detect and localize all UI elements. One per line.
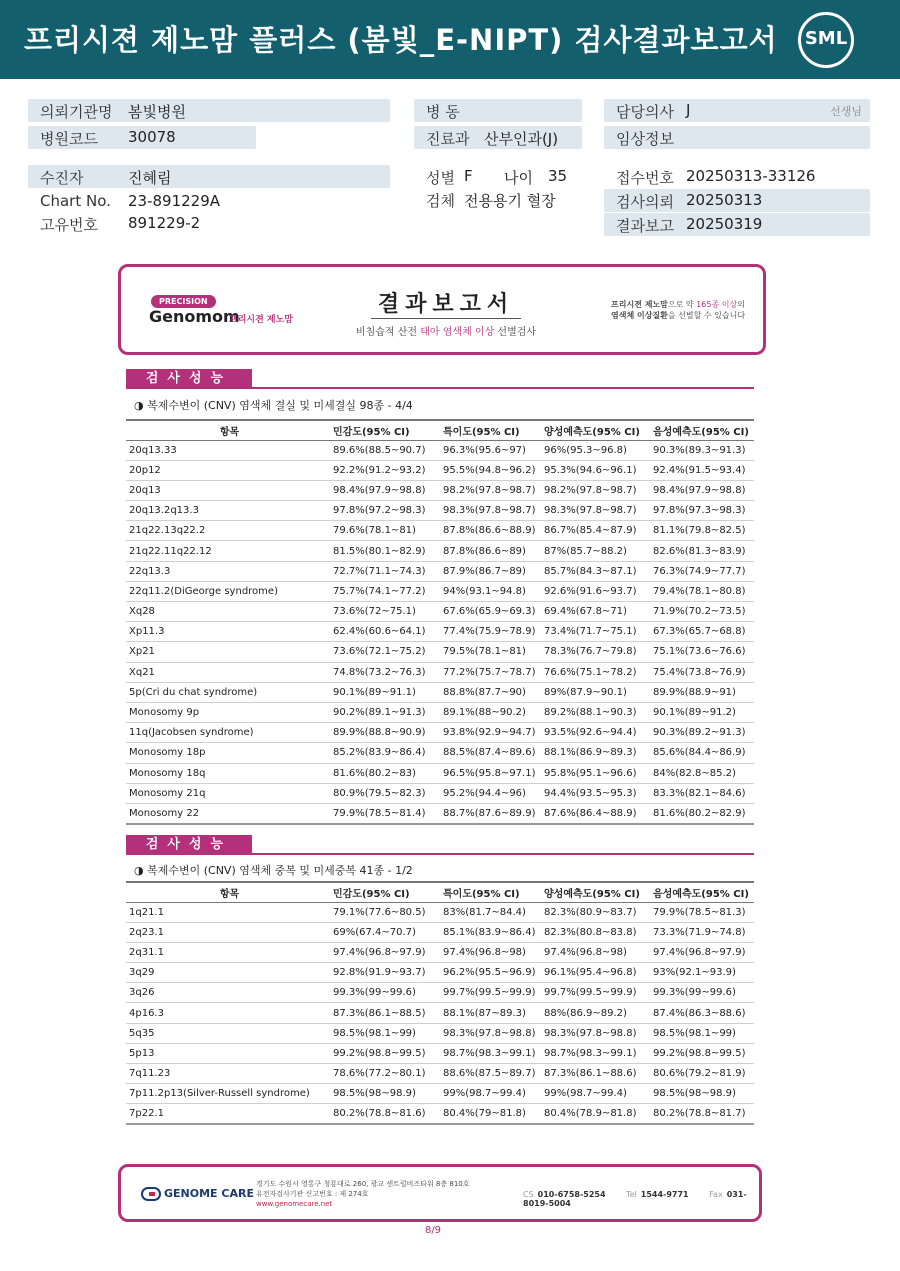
metric-cell: 96.1%(95.4~96.8) <box>541 963 650 983</box>
cs-label: CS <box>523 1190 534 1199</box>
metric-cell: 88.1%(86.9~89.3) <box>541 743 650 763</box>
metric-cell: 80.6%(79.2~81.9) <box>650 1064 754 1084</box>
metric-cell: 98.3%(97.8~98.8) <box>541 1023 650 1043</box>
metric-cell: 81.5%(80.1~82.9) <box>330 541 440 561</box>
metric-cell: 89.6%(88.5~90.7) <box>330 440 440 460</box>
metric-cell: 92.2%(91.2~93.2) <box>330 460 440 480</box>
table-row <box>126 622 754 642</box>
metric-cell: 77.2%(75.7~78.7) <box>440 662 541 682</box>
metric-cell: 81.1%(79.8~82.5) <box>650 521 754 541</box>
metric-cell: 80.2%(78.8~81.7) <box>650 1104 754 1124</box>
metric-cell: 99.7%(99.5~99.9) <box>541 983 650 1003</box>
metric-cell: 89.1%(88~90.2) <box>440 702 541 722</box>
chart-row <box>28 190 390 213</box>
metric-cell: 98.5%(98~98.9) <box>330 1084 440 1104</box>
metric-cell: 80.9%(79.5~82.3) <box>330 783 440 803</box>
page-number: 8/9 <box>424 1225 442 1236</box>
metric-cell: 98.2%(97.8~98.7) <box>541 480 650 500</box>
metric-cell: 83%(81.7~84.4) <box>440 902 541 922</box>
age-label: 나이 <box>504 169 533 187</box>
metric-cell: 97.4%(96.8~98) <box>541 942 650 962</box>
desc-count: 165종 이상 <box>696 300 738 309</box>
doctor-value: J <box>686 101 691 119</box>
report-header <box>0 0 900 79</box>
desc-disease: 염색체 이상질환 <box>611 311 668 320</box>
metric-cell: 89%(87.9~90.1) <box>541 682 650 702</box>
metric-cell: 93%(92.1~93.9) <box>650 963 754 983</box>
table-row <box>126 561 754 581</box>
dept-row <box>414 126 582 149</box>
table-row <box>126 1084 754 1104</box>
metric-cell: 79.9%(78.5~81.4) <box>330 803 440 823</box>
column-header: 특이도(95% CI) <box>440 882 541 902</box>
metric-cell: 90.1%(89~91.1) <box>330 682 440 702</box>
metric-cell: 97.8%(97.3~98.3) <box>650 501 754 521</box>
table-row <box>126 983 754 1003</box>
metric-cell: 98.7%(98.3~99.1) <box>541 1043 650 1063</box>
table-row <box>126 460 754 480</box>
metric-cell: 97.4%(96.8~98) <box>440 942 541 962</box>
metric-cell: 81.6%(80.2~82.9) <box>650 803 754 823</box>
metric-cell: 80.4%(78.9~81.8) <box>541 1104 650 1124</box>
metric-cell: 87.3%(86.1~88.5) <box>330 1003 440 1023</box>
region-cell: 21q22.13q22.2 <box>126 521 330 541</box>
metric-cell: 82.3%(80.8~83.8) <box>541 922 650 942</box>
metric-cell: 72.7%(71.1~74.3) <box>330 561 440 581</box>
region-cell: 2q23.1 <box>126 922 330 942</box>
metric-cell: 88.7%(87.6~89.9) <box>440 803 541 823</box>
metric-cell: 98.5%(98.1~99) <box>650 1023 754 1043</box>
table-header-row <box>126 420 754 440</box>
table-row <box>126 501 754 521</box>
desc-text-1: 으로 약 <box>667 300 694 309</box>
metric-cell: 87.8%(86.6~89) <box>440 541 541 561</box>
desc-brand: 프리시젼 제노맘 <box>611 300 668 309</box>
column-header: 항목 <box>126 882 330 902</box>
registration-line: 유전자검사기관 신고번호 : 제 274호 <box>256 1190 369 1198</box>
deletion-performance-table <box>126 419 754 825</box>
column-header: 민감도(95% CI) <box>330 882 440 902</box>
metric-cell: 96.2%(95.5~96.9) <box>440 963 541 983</box>
institution-label: 의뢰기관명 <box>40 103 113 121</box>
reception-label: 접수번호 <box>616 169 674 187</box>
title-underline <box>371 318 521 319</box>
metric-cell: 97.8%(97.2~98.3) <box>330 501 440 521</box>
metric-cell: 89.9%(88.9~91) <box>650 682 754 702</box>
unique-id-row <box>28 212 390 235</box>
metric-cell: 87.3%(86.1~88.6) <box>541 1064 650 1084</box>
table-row <box>126 1003 754 1023</box>
metric-cell: 99%(98.7~99.4) <box>541 1084 650 1104</box>
section1-rule <box>126 387 754 389</box>
metric-cell: 99.2%(98.8~99.5) <box>650 1043 754 1063</box>
metric-cell: 83.3%(82.1~84.6) <box>650 783 754 803</box>
region-cell: 20q13.2q13.3 <box>126 501 330 521</box>
table-row <box>126 682 754 702</box>
region-cell: 21q22.11q22.12 <box>126 541 330 561</box>
genome-care-mark-icon <box>141 1187 161 1201</box>
sml-logo <box>798 12 854 68</box>
unique-id-label: 고유번호 <box>40 216 98 234</box>
metric-cell: 87.6%(86.4~88.9) <box>541 803 650 823</box>
metric-cell: 76.6%(75.1~78.2) <box>541 662 650 682</box>
doctor-suffix: 선생님 <box>830 105 862 118</box>
metric-cell: 67.3%(65.7~68.8) <box>650 622 754 642</box>
region-cell: Monosomy 18q <box>126 763 330 783</box>
region-cell: 5p13 <box>126 1043 330 1063</box>
metric-cell: 74.8%(73.2~76.3) <box>330 662 440 682</box>
duplication-performance-table <box>126 881 754 1125</box>
section2-rule <box>126 853 754 855</box>
metric-cell: 79.4%(78.1~80.8) <box>650 581 754 601</box>
region-cell: Monosomy 9p <box>126 702 330 722</box>
metric-cell: 73.6%(72.1~75.2) <box>330 642 440 662</box>
dept-label: 진료과 <box>426 130 470 148</box>
company-name: GENOME CARE <box>164 1187 254 1200</box>
metric-cell: 73.4%(71.7~75.1) <box>541 622 650 642</box>
metric-cell: 85.2%(83.9~86.4) <box>330 743 440 763</box>
report-title: 프리시젼 제노맘 플러스 (봄빛_E-NIPT) 검사결과보고서 <box>24 23 778 57</box>
table-row <box>126 480 754 500</box>
region-cell: Xp21 <box>126 642 330 662</box>
metric-cell: 98.5%(98~98.9) <box>650 1084 754 1104</box>
region-cell: Monosomy 22 <box>126 803 330 823</box>
metric-cell: 81.6%(80.2~83) <box>330 763 440 783</box>
region-cell: 3q29 <box>126 963 330 983</box>
website-link[interactable]: www.genomecare.net <box>256 1200 333 1208</box>
region-cell: 22q11.2(DiGeorge syndrome) <box>126 581 330 601</box>
metric-cell: 67.6%(65.9~69.3) <box>440 602 541 622</box>
table-row <box>126 942 754 962</box>
metric-cell: 87.9%(86.7~89) <box>440 561 541 581</box>
table-row <box>126 902 754 922</box>
metric-cell: 98.4%(97.9~98.8) <box>650 480 754 500</box>
table-row <box>126 723 754 743</box>
metric-cell: 99.3%(99~99.6) <box>650 983 754 1003</box>
result-report-subtitle <box>331 323 561 338</box>
metric-cell: 73.6%(72~75.1) <box>330 602 440 622</box>
metric-cell: 99.7%(99.5~99.9) <box>440 983 541 1003</box>
metric-cell: 96.5%(95.8~97.1) <box>440 763 541 783</box>
region-cell: 20q13 <box>126 480 330 500</box>
request-label: 검사의뢰 <box>616 193 674 211</box>
metric-cell: 69.4%(67.8~71) <box>541 602 650 622</box>
metric-cell: 82.6%(81.3~83.9) <box>650 541 754 561</box>
specimen-label: 검체 <box>426 192 455 210</box>
hospital-code-label: 병원코드 <box>40 130 98 148</box>
region-cell: 11q(Jacobsen syndrome) <box>126 723 330 743</box>
metric-cell: 88.1%(87~89.3) <box>440 1003 541 1023</box>
clinical-label: 임상정보 <box>616 130 674 148</box>
table-row <box>126 662 754 682</box>
doctor-label: 담당의사 <box>616 103 674 121</box>
region-cell: 7p11.2p13(Silver-Russell syndrome) <box>126 1084 330 1104</box>
column-header: 특이도(95% CI) <box>440 420 541 440</box>
metric-cell: 98.3%(97.8~98.8) <box>440 1023 541 1043</box>
table-row <box>126 521 754 541</box>
patient-row <box>28 165 390 188</box>
metric-cell: 88.5%(87.4~89.6) <box>440 743 541 763</box>
metric-cell: 84%(82.8~85.2) <box>650 763 754 783</box>
metric-cell: 69%(67.4~70.7) <box>330 922 440 942</box>
metric-cell: 94%(93.1~94.8) <box>440 581 541 601</box>
metric-cell: 98.4%(97.9~98.8) <box>330 480 440 500</box>
sex-label: 성별 <box>426 169 455 187</box>
metric-cell: 73.3%(71.9~74.8) <box>650 922 754 942</box>
sex-age-row <box>414 165 582 188</box>
cs-value: 010-6758-5254 <box>537 1190 606 1199</box>
metric-cell: 98.7%(98.3~99.1) <box>440 1043 541 1063</box>
table-row <box>126 1064 754 1084</box>
metric-cell: 90.3%(89.3~91.3) <box>650 440 754 460</box>
table-row <box>126 602 754 622</box>
table-row <box>126 1104 754 1124</box>
metric-cell: 93.8%(92.9~94.7) <box>440 723 541 743</box>
metric-cell: 95.5%(94.8~96.2) <box>440 460 541 480</box>
request-row <box>604 189 870 212</box>
metric-cell: 96.3%(95.6~97) <box>440 440 541 460</box>
genomom-banner <box>118 264 766 355</box>
region-cell: 2q31.1 <box>126 942 330 962</box>
chart-label: Chart No. <box>40 192 111 210</box>
report-date-row <box>604 213 870 236</box>
reception-value: 20250313-33126 <box>686 167 816 185</box>
desc-text-2: 의 <box>737 300 745 309</box>
clinical-row <box>604 126 870 149</box>
metric-cell: 94.4%(93.5~95.3) <box>541 783 650 803</box>
metric-cell: 87.4%(86.3~88.6) <box>650 1003 754 1023</box>
genome-care-logo <box>141 1187 254 1201</box>
metric-cell: 79.9%(78.5~81.3) <box>650 902 754 922</box>
region-cell: 5q35 <box>126 1023 330 1043</box>
tel-label: Tel <box>626 1190 637 1199</box>
precision-tag: PRECISION <box>151 295 216 308</box>
metric-cell: 99.3%(99~99.6) <box>330 983 440 1003</box>
metric-cell: 98.5%(98.1~99) <box>330 1023 440 1043</box>
specimen-row <box>414 188 582 211</box>
section1-description: ◑ 복제수변이 (CNV) 염색체 결실 및 미세결실 98종 - 4/4 <box>134 399 413 412</box>
reception-row <box>604 165 870 188</box>
metric-cell: 93.5%(92.6~94.4) <box>541 723 650 743</box>
section2-tab: 검사성능 <box>126 835 252 854</box>
column-header: 음성예측도(95% CI) <box>650 420 754 440</box>
desc-text-3: 을 선별할 수 있습니다 <box>667 311 746 320</box>
subtitle-post: 선별검사 <box>497 327 537 338</box>
metric-cell: 95.3%(94.6~96.1) <box>541 460 650 480</box>
footer-contacts <box>523 1190 759 1208</box>
metric-cell: 90.2%(89.1~91.3) <box>330 702 440 722</box>
table-row <box>126 743 754 763</box>
specimen-value: 전용용기 혈장 <box>464 192 556 210</box>
patient-value: 진혜림 <box>128 169 172 187</box>
subtitle-highlight: 태아 염색체 이상 <box>420 327 495 338</box>
metric-cell: 79.1%(77.6~80.5) <box>330 902 440 922</box>
metric-cell: 85.1%(83.9~86.4) <box>440 922 541 942</box>
metric-cell: 85.6%(84.4~86.9) <box>650 743 754 763</box>
region-cell: Xq28 <box>126 602 330 622</box>
footer-address <box>256 1179 470 1209</box>
metric-cell: 92.6%(91.6~93.7) <box>541 581 650 601</box>
table-row <box>126 783 754 803</box>
metric-cell: 98.3%(97.8~98.7) <box>440 501 541 521</box>
region-cell: 7q11.23 <box>126 1064 330 1084</box>
column-header: 민감도(95% CI) <box>330 420 440 440</box>
table-row <box>126 642 754 662</box>
metric-cell: 86.7%(85.4~87.9) <box>541 521 650 541</box>
section2-description: ◑ 복제수변이 (CNV) 염색체 중복 및 미세중복 41종 - 1/2 <box>134 864 413 877</box>
metric-cell: 79.6%(78.1~81) <box>330 521 440 541</box>
report-date-label: 결과보고 <box>616 217 674 235</box>
unique-id-value: 891229-2 <box>128 214 201 232</box>
region-cell: Monosomy 21q <box>126 783 330 803</box>
metric-cell: 89.9%(88.8~90.9) <box>330 723 440 743</box>
metric-cell: 89.2%(88.1~90.3) <box>541 702 650 722</box>
patient-label: 수진자 <box>40 169 84 187</box>
table-row <box>126 1043 754 1063</box>
region-cell: 1q21.1 <box>126 902 330 922</box>
metric-cell: 71.9%(70.2~73.5) <box>650 602 754 622</box>
hospital-code-value: 30078 <box>128 128 176 146</box>
table-header-row <box>126 882 754 902</box>
genomom-logo-sub: 프리시젼 제노맘 <box>229 315 293 325</box>
fax-label: Fax <box>709 1190 723 1199</box>
metric-cell: 82.3%(80.9~83.7) <box>541 902 650 922</box>
region-cell: 4p16.3 <box>126 1003 330 1023</box>
region-cell: Monosomy 18p <box>126 743 330 763</box>
institution-row <box>28 99 390 122</box>
metric-cell: 97.4%(96.8~97.9) <box>330 942 440 962</box>
report-date-value: 20250319 <box>686 215 763 233</box>
tel-value: 1544-9771 <box>640 1190 689 1199</box>
hospital-code-row <box>28 126 256 149</box>
column-header: 양성예측도(95% CI) <box>541 420 650 440</box>
metric-cell: 87%(85.7~88.2) <box>541 541 650 561</box>
metric-cell: 92.4%(91.5~93.4) <box>650 460 754 480</box>
metric-cell: 88.6%(87.5~89.7) <box>440 1064 541 1084</box>
metric-cell: 90.1%(89~91.2) <box>650 702 754 722</box>
fax-value: 031-8019-5004 <box>523 1190 747 1208</box>
footer <box>118 1164 762 1222</box>
table-row <box>126 581 754 601</box>
metric-cell: 80.2%(78.8~81.6) <box>330 1104 440 1124</box>
metric-cell: 76.3%(74.9~77.7) <box>650 561 754 581</box>
table-row <box>126 963 754 983</box>
metric-cell: 90.3%(89.2~91.3) <box>650 723 754 743</box>
metric-cell: 78.3%(76.7~79.8) <box>541 642 650 662</box>
metric-cell: 62.4%(60.6~64.1) <box>330 622 440 642</box>
table-row <box>126 702 754 722</box>
table-row <box>126 922 754 942</box>
doctor-row <box>604 99 870 122</box>
column-header: 음성예측도(95% CI) <box>650 882 754 902</box>
metric-cell: 88%(86.9~89.2) <box>541 1003 650 1023</box>
metric-cell: 75.1%(73.6~76.6) <box>650 642 754 662</box>
column-header: 항목 <box>126 420 330 440</box>
region-cell: Xq21 <box>126 662 330 682</box>
table-row <box>126 541 754 561</box>
sml-logo-text: SML <box>804 28 848 49</box>
metric-cell: 87.8%(86.6~88.9) <box>440 521 541 541</box>
region-cell: Xp11.3 <box>126 622 330 642</box>
metric-cell: 95.8%(95.1~96.6) <box>541 763 650 783</box>
genomom-logo: Genomom <box>149 307 240 326</box>
section1-tab: 검사성능 <box>126 369 252 388</box>
request-value: 20250313 <box>686 191 763 209</box>
sex-value: F <box>464 167 473 185</box>
table-row <box>126 440 754 460</box>
region-cell: 20p12 <box>126 460 330 480</box>
metric-cell: 98.3%(97.8~98.7) <box>541 501 650 521</box>
metric-cell: 97.4%(96.8~97.9) <box>650 942 754 962</box>
subtitle-pre: 비침습적 산전 <box>355 327 418 338</box>
age-value: 35 <box>548 167 568 185</box>
metric-cell: 98.2%(97.8~98.7) <box>440 480 541 500</box>
address-line: 경기도 수원시 영통구 청룡대로 260, 광교 센트럴비즈타워 8층 810호 <box>256 1180 470 1188</box>
column-header: 양성예측도(95% CI) <box>541 882 650 902</box>
table-row <box>126 763 754 783</box>
region-cell: 7p22.1 <box>126 1104 330 1124</box>
metric-cell: 85.7%(84.3~87.1) <box>541 561 650 581</box>
institution-value: 봄빛병원 <box>128 103 186 121</box>
region-cell: 22q13.3 <box>126 561 330 581</box>
metric-cell: 92.8%(91.9~93.7) <box>330 963 440 983</box>
metric-cell: 78.6%(77.2~80.1) <box>330 1064 440 1084</box>
region-cell: 3q26 <box>126 983 330 1003</box>
region-cell: 5p(Cri du chat syndrome) <box>126 682 330 702</box>
ward-row <box>414 99 582 122</box>
ward-label: 병 동 <box>426 103 460 121</box>
dept-value: 산부인과(J) <box>484 130 559 148</box>
metric-cell: 80.4%(79~81.8) <box>440 1104 541 1124</box>
table-row <box>126 1023 754 1043</box>
metric-cell: 96%(95.3~96.8) <box>541 440 650 460</box>
result-report-title: 결과보고서 <box>377 292 515 317</box>
metric-cell: 99.2%(98.8~99.5) <box>330 1043 440 1063</box>
metric-cell: 88.8%(87.7~90) <box>440 682 541 702</box>
metric-cell: 75.4%(73.8~76.9) <box>650 662 754 682</box>
metric-cell: 75.7%(74.1~77.2) <box>330 581 440 601</box>
table-row <box>126 803 754 823</box>
metric-cell: 95.2%(94.4~96) <box>440 783 541 803</box>
metric-cell: 77.4%(75.9~78.9) <box>440 622 541 642</box>
banner-description <box>611 299 761 321</box>
region-cell: 20q13.33 <box>126 440 330 460</box>
chart-value: 23-891229A <box>128 192 221 210</box>
metric-cell: 79.5%(78.1~81) <box>440 642 541 662</box>
metric-cell: 99%(98.7~99.4) <box>440 1084 541 1104</box>
